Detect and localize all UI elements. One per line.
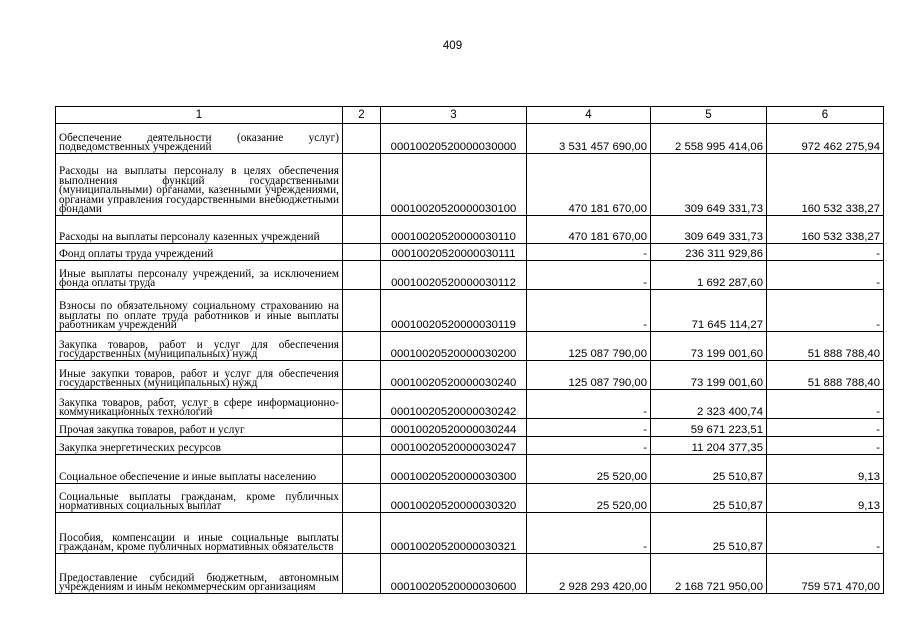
row-value-5: 25 510,87 — [651, 484, 767, 513]
row-value-4: - — [527, 513, 651, 554]
row-value-4: 125 087 790,00 — [527, 332, 651, 361]
row-value-5: 236 311 929,86 — [651, 244, 767, 261]
row-value-5: 2 558 995 414,06 — [651, 124, 767, 154]
table-row — [56, 484, 884, 513]
budget-execution-table — [55, 106, 884, 594]
row-value-5: 309 649 331,73 — [651, 216, 767, 244]
row-code: 00010020520000030600 — [381, 554, 527, 594]
row-code: 00010020520000030320 — [381, 484, 527, 513]
row-value-4: 3 531 457 690,00 — [527, 124, 651, 154]
table-row — [56, 437, 884, 455]
row-name: Фонд оплаты труда учреждений — [56, 244, 343, 261]
row-code: 00010020520000030111 — [381, 244, 527, 261]
row-code: 00010020520000030240 — [381, 361, 527, 390]
row-code: 00010020520000030119 — [381, 290, 527, 332]
table-row — [56, 216, 884, 244]
table-row — [56, 513, 884, 554]
row-col2 — [343, 290, 381, 332]
row-col2 — [343, 124, 381, 154]
row-value-6: - — [767, 261, 884, 290]
row-name: Предоставление субсидий бюджетным, автономным учреждениям и иным некоммерческим организациям — [56, 554, 343, 594]
table-row — [56, 290, 884, 332]
row-value-4: 125 087 790,00 — [527, 361, 651, 390]
row-value-5: 2 168 721 950,00 — [651, 554, 767, 594]
row-value-6: - — [767, 244, 884, 261]
row-value-6: 51 888 788,40 — [767, 332, 884, 361]
row-value-6: 9,13 — [767, 455, 884, 484]
row-value-4: 25 520,00 — [527, 455, 651, 484]
row-value-4: 470 181 670,00 — [527, 216, 651, 244]
row-code: 00010020520000030242 — [381, 390, 527, 419]
row-value-5: 25 510,87 — [651, 455, 767, 484]
row-value-5: 11 204 377,35 — [651, 437, 767, 455]
row-code: 00010020520000030247 — [381, 437, 527, 455]
row-value-6: 160 532 338,27 — [767, 154, 884, 216]
row-value-5: 59 671 223,51 — [651, 419, 767, 437]
row-col2 — [343, 361, 381, 390]
table-row — [56, 244, 884, 261]
row-name: Социальные выплаты гражданам, кроме публичных нормативных социальных выплат — [56, 484, 343, 513]
row-name: Расходы на выплаты персоналу казенных учреждений — [56, 216, 343, 244]
row-value-4: - — [527, 437, 651, 455]
row-value-5: 73 199 001,60 — [651, 332, 767, 361]
row-col2 — [343, 437, 381, 455]
row-value-6: 759 571 470,00 — [767, 554, 884, 594]
table-row — [56, 361, 884, 390]
row-value-6: 972 462 275,94 — [767, 124, 884, 154]
row-value-6: 160 532 338,27 — [767, 216, 884, 244]
row-value-4: 2 928 293 420,00 — [527, 554, 651, 594]
row-code: 00010020520000030321 — [381, 513, 527, 554]
table-row — [56, 554, 884, 594]
row-code: 00010020520000030100 — [381, 154, 527, 216]
row-code: 00010020520000030000 — [381, 124, 527, 154]
row-name: Иные выплаты персоналу учреждений, за исключением фонда оплаты труда — [56, 261, 343, 290]
row-value-4: - — [527, 390, 651, 419]
row-value-5: 25 510,87 — [651, 513, 767, 554]
row-code: 00010020520000030110 — [381, 216, 527, 244]
header-col-4: 4 — [527, 107, 651, 124]
row-col2 — [343, 390, 381, 419]
row-value-6: 51 888 788,40 — [767, 361, 884, 390]
table-row — [56, 419, 884, 437]
row-value-6: - — [767, 390, 884, 419]
row-col2 — [343, 455, 381, 484]
row-code: 00010020520000030200 — [381, 332, 527, 361]
header-col-3: 3 — [381, 107, 527, 124]
row-value-6: - — [767, 290, 884, 332]
row-value-5: 71 645 114,27 — [651, 290, 767, 332]
table-row — [56, 332, 884, 361]
row-col2 — [343, 216, 381, 244]
row-col2 — [343, 484, 381, 513]
row-col2 — [343, 513, 381, 554]
table-row — [56, 124, 884, 154]
row-value-5: 309 649 331,73 — [651, 154, 767, 216]
row-col2 — [343, 332, 381, 361]
row-code: 00010020520000030244 — [381, 419, 527, 437]
row-value-6: - — [767, 419, 884, 437]
row-value-6: - — [767, 513, 884, 554]
row-value-4: - — [527, 419, 651, 437]
header-col-2: 2 — [343, 107, 381, 124]
row-name: Прочая закупка товаров, работ и услуг — [56, 419, 343, 437]
row-code: 00010020520000030112 — [381, 261, 527, 290]
header-col-6: 6 — [767, 107, 884, 124]
row-value-4: - — [527, 244, 651, 261]
row-col2 — [343, 554, 381, 594]
row-value-4: - — [527, 290, 651, 332]
row-name: Закупка товаров, работ и услуг для обеспечения государственных (муниципальных) нужд — [56, 332, 343, 361]
row-name: Обеспечение деятельности (оказание услуг) подведомственных учреждений — [56, 124, 343, 154]
table-row — [56, 390, 884, 419]
table-row — [56, 455, 884, 484]
row-col2 — [343, 261, 381, 290]
header-row — [56, 107, 884, 124]
row-name: Пособия, компенсации и иные социальные выплаты гражданам, кроме публичных нормативных обязательств — [56, 513, 343, 554]
row-name: Закупка энергетических ресурсов — [56, 437, 343, 455]
row-name: Закупка товаров, работ, услуг в сфере информационно-коммуникационных технологий — [56, 390, 343, 419]
row-value-6: 9,13 — [767, 484, 884, 513]
row-name: Иные закупки товаров, работ и услуг для обеспечения государственных (муниципальных) нужд — [56, 361, 343, 390]
header-col-1: 1 — [56, 107, 343, 124]
row-value-4: - — [527, 261, 651, 290]
row-value-4: 25 520,00 — [527, 484, 651, 513]
row-code: 00010020520000030300 — [381, 455, 527, 484]
row-col2 — [343, 419, 381, 437]
row-name: Социальное обеспечение и иные выплаты населению — [56, 455, 343, 484]
row-name: Расходы на выплаты персоналу в целях обеспечения выполнения функций государственными (муниципальными) органами, казенными учреждениями, органами управления государственными внебюджетными фондами — [56, 154, 343, 216]
table-row — [56, 154, 884, 216]
header-col-5: 5 — [651, 107, 767, 124]
page-number: 409 — [442, 40, 463, 52]
table-row — [56, 261, 884, 290]
row-col2 — [343, 154, 381, 216]
row-value-5: 73 199 001,60 — [651, 361, 767, 390]
row-value-5: 2 323 400,74 — [651, 390, 767, 419]
row-value-6: - — [767, 437, 884, 455]
row-col2 — [343, 244, 381, 261]
row-value-5: 1 692 287,60 — [651, 261, 767, 290]
row-value-4: 470 181 670,00 — [527, 154, 651, 216]
row-name: Взносы по обязательному социальному страхованию на выплаты по оплате труда работников и иные выплаты работникам учреждений — [56, 290, 343, 332]
